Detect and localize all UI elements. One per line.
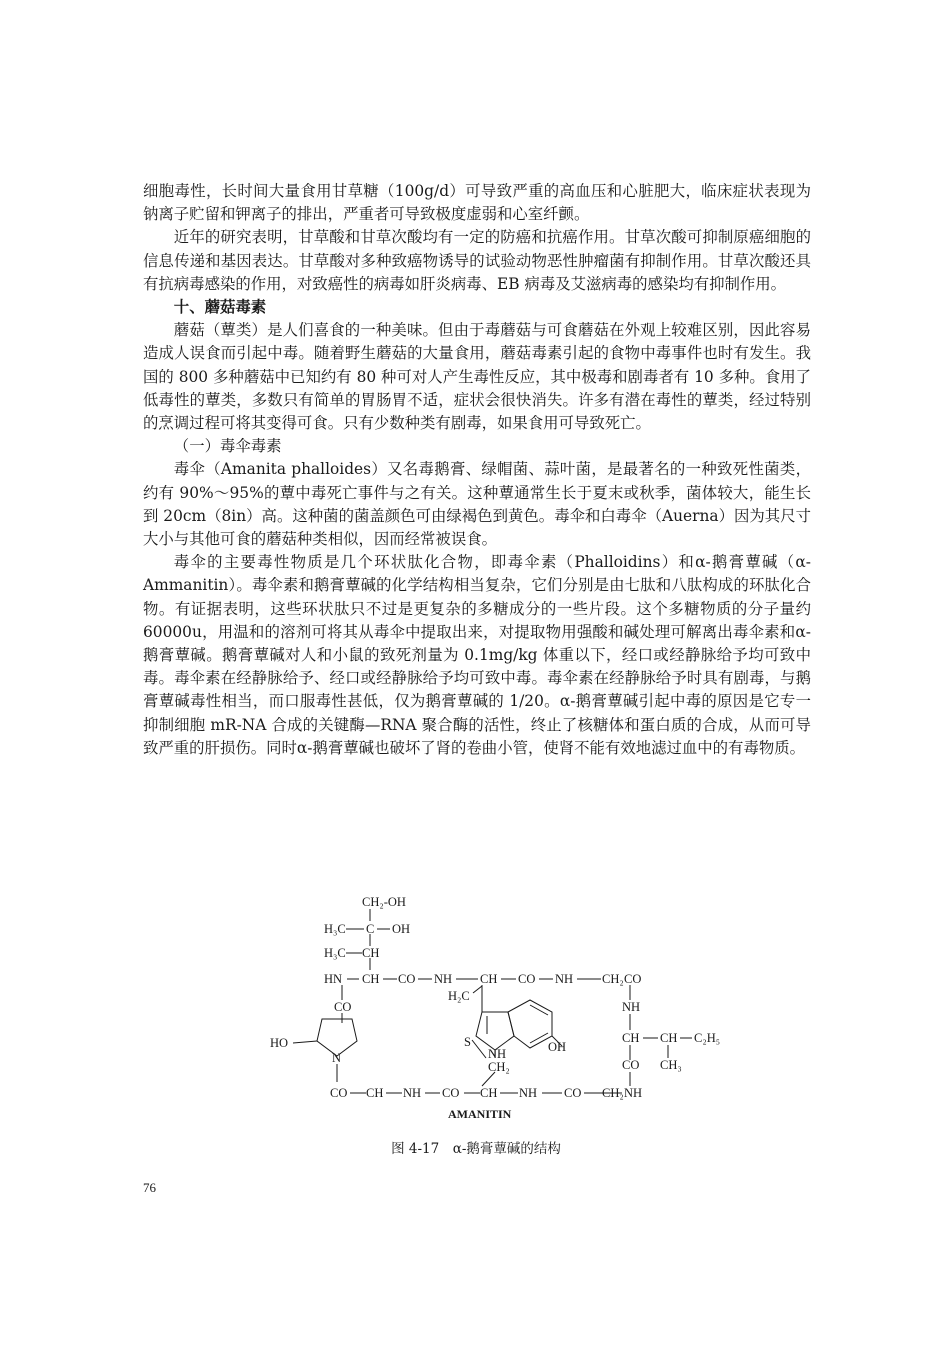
label-ch-b1: CH: [366, 1086, 384, 1100]
label-h2c-ring: H₂C: [448, 989, 470, 1003]
label-co-right: CO: [622, 1058, 640, 1072]
label-c-mid: C: [366, 922, 375, 936]
label-ch2oh: CH₂-OH: [362, 895, 406, 909]
label-co-b2: CO: [442, 1086, 460, 1100]
label-co-b3: CO: [564, 1086, 582, 1100]
paragraph-3: 蘑菇（蕈类）是人们喜食的一种美味。但由于毒蘑菇与可食蘑菇在外观上较难区别，因此容易造成人误食而引起中毒。随着野生蘑菇的大量食用，蘑菇毒素引起的食物中毒事件也时有发生。我国的 800 多种蘑菇中已知约有 80 种可对人产生毒性反应，其中极毒和剧毒者有 10 多种。食用了低毒性的蕈类，多数只有简单的胃肠胃不适，症状会很快消失。许多有潜在毒性的蕈类，经过特别的烹调过程可将其变得可食。只有少数种类有剧毒，如果食用可导致死亡。: [143, 321, 811, 433]
paragraph-2: 近年的研究表明，甘草酸和甘草次酸均有一定的防癌和抗癌作用。甘草次酸可抑制原癌细胞的信息传递和基因表达。甘草酸对多种致癌物诱导的试验动物恶性肿瘤菌有抑制作用。甘草次酸还具有抗病毒感染的作用，对致癌性的病毒如肝炎病毒、EB 病毒及艾滋病毒的感染均有抑制作用。: [143, 228, 811, 293]
label-nh-right: NH: [622, 1000, 641, 1014]
paragraph-5: 毒伞的主要毒性物质是几个环状肽化合物，即毒伞素（Phalloidins）和α-鹅膏蕈碱（α-Ammanitin）。毒伞素和鹅膏蕈碱的化学结构相当复杂，它们分别是由七肽和八肽构成的环肽化合物。有证据表明，这些环状肽只不过是更复杂的多糖成分的一些片段。这个多糖物质的分子量约 60000u，用温和的溶剂可将其从毒伞中提取出来，对提取物用强酸和碱处理可解离出毒伞素和α-鹅膏蕈碱。鹅膏蕈碱对人和小鼠的致死剂量为 0.1mg/kg 体重以下，经口或经静脉给予均可致中毒。毒伞素在经静脉给予、经口或经静脉给予均可致中毒。毒伞素在经静脉给予时具有剧毒，与鹅膏蕈碱毒性相当，而口服毒性甚低，仅为鹅膏蕈碱的 1/20。α-鹅膏蕈碱引起中毒的原因是它专一抑制细胞 mR-NA 合成的关键酶—RNA 聚合酶的活性，终止了核糖体和蛋白质的合成，从而可导致严重的肝损伤。同时α-鹅膏蕈碱也破坏了肾的卷曲小管，使肾不能有效地滤过血中的有毒物质。: [143, 553, 811, 757]
paragraph-4: 毒伞（Amanita phalloides）又名毒鹅膏、绿帽菌、蒜叶菌，是最著名的一种致死性菌类，约有 90%～95%的蕈中毒死亡事件与之有关。这种蕈通常生长于夏末或秋季，菌体较大，能生长到 20cm（8in）高。这种菌的菌盖颜色可由绿褐色到黄色。毒伞和白毒伞（Auerna）因为其尺寸大小与其他可食的蘑菇种类相似，因而经常被误食。: [143, 460, 811, 549]
label-nh-b3: NH: [624, 1086, 643, 1100]
chemical-structure-diagram: [262, 888, 742, 1128]
label-nh-row1a: NH: [434, 972, 453, 986]
label-oh-top: OH: [392, 922, 411, 936]
label-ch-right1: CH: [622, 1031, 640, 1045]
label-ch-row1b: CH: [480, 972, 498, 986]
label-co-left: CO: [334, 1000, 352, 1014]
label-ch3-right: CH₃: [660, 1058, 682, 1072]
label-ch2-row1: CH₂: [602, 972, 624, 986]
label-co-row1c: CO: [624, 972, 642, 986]
amanitin-structure-figure: [262, 888, 742, 1128]
label-co-row1b: CO: [518, 972, 536, 986]
structure-title: AMANITIN: [448, 1107, 512, 1121]
label-co-b1: CO: [330, 1086, 348, 1100]
label-ch-right2: CH: [660, 1031, 678, 1045]
label-oh-ring: OH: [548, 1040, 567, 1054]
page-number: 76: [143, 1180, 156, 1195]
label-nh-b2: NH: [519, 1086, 538, 1100]
label-ch2-bottom: CH₂: [488, 1060, 510, 1074]
label-ch-row1: CH: [362, 972, 380, 986]
subsection-heading: （一）毒伞毒素: [173, 437, 282, 456]
label-nh-row1b: NH: [555, 972, 574, 986]
label-h3c-top: H₃C: [324, 922, 346, 936]
figure-caption: 图 4-17 α-鹅膏蕈碱的结构: [391, 1141, 561, 1157]
label-nh-indole: NH: [488, 1047, 507, 1061]
label-co-row1a: CO: [398, 972, 416, 986]
label-ch2-b: CH₂: [602, 1086, 624, 1100]
label-s-ring: S: [464, 1035, 471, 1049]
label-ho-left: HO: [270, 1036, 289, 1050]
label-ch-b2: CH: [480, 1086, 498, 1100]
paragraph-1: 细胞毒性，长时间大量食用甘草糖（100g/d）可导致严重的高血压和心脏肥大，临床症状表现为钠离子贮留和钾离子的排出，严重者可导致极度虚弱和心室纤颤。: [143, 182, 811, 224]
body-text: [143, 180, 811, 760]
label-h3c-2: H₃C: [324, 946, 346, 960]
label-ch-2: CH: [362, 946, 380, 960]
label-nh-b1: NH: [403, 1086, 422, 1100]
label-hn: HN: [324, 972, 343, 986]
label-n-ring: N: [332, 1051, 342, 1065]
atom-labels: [270, 895, 720, 1121]
section-heading: 十、蘑菇毒素: [173, 298, 267, 317]
label-c2h5: C₂H₅: [694, 1031, 721, 1045]
